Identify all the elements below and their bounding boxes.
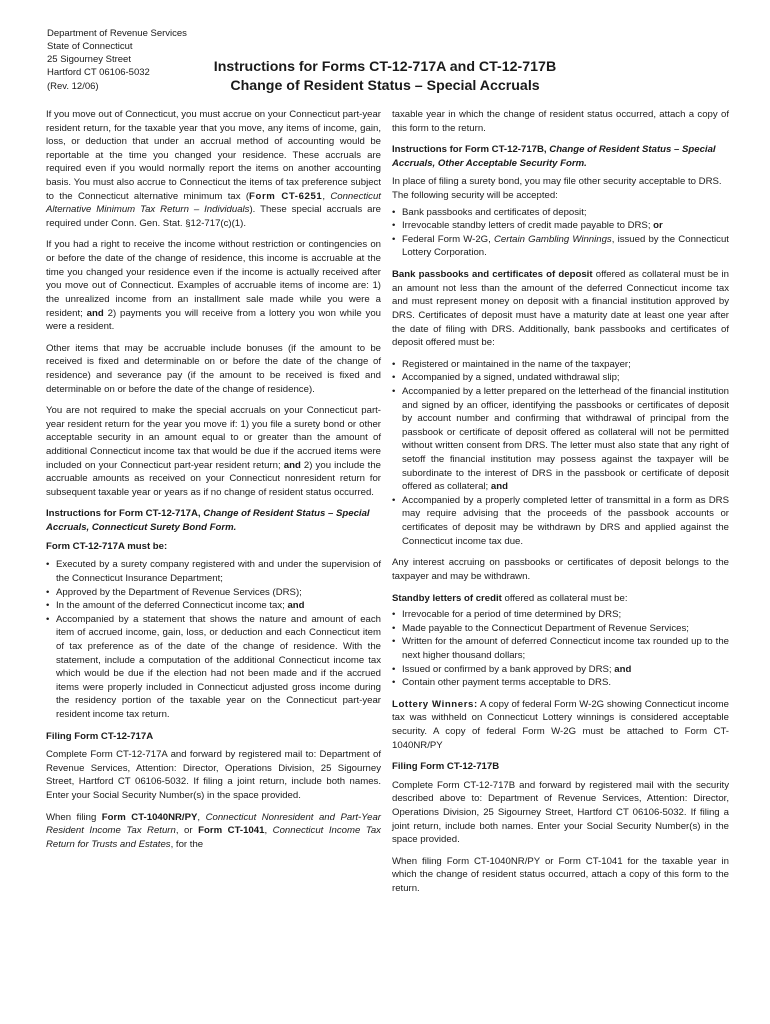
- document-subtitle: Change of Resident Status – Special Accruals: [230, 77, 540, 94]
- list-item: • Issued or confirmed by a bank approved by DRS; and: [392, 663, 729, 677]
- paragraph: Bank passbooks and certificates of deposit offered as collateral must be in an amount not less than the amount of the deferred Connecticut income tax and must represent money on deposit with a financial institution approved by DRS. Certificates of deposit must have a maturity date at least one year after the date of filing with DRS. Additionally, bank passbooks and certificates of deposit offered must be:: [392, 269, 729, 349]
- list-item: • Accompanied by a statement that shows the nature and amount of each item of accrued income, gain, loss, or deduction and each Connecticut item of tax preference as of the date of the change of residence. With the statement, include a computation of the additional Connecticut income tax which would be due if the election had not been made and if the accrued items were properly included in Connecticut adjusted gross income during the residency portion of the taxable year on the Connecticut part-year resident income tax return.: [46, 613, 381, 722]
- paragraph: Complete Form CT-12-717B and forward by registered mail with the security described above to: Department of Revenue Services, Attention: Director, Operations Division, 25 Sigourney Street, Hartford CT 06106-5032. If filing a joint return, include both names. Enter your Social Security Number(s) in the space provided.: [392, 779, 729, 846]
- paragraph: You are not required to make the special accruals on your Connecticut part-year resident return for the year you move if: 1) you file a surety bond or other acceptable security in an amount equal to or greater than the amount of additional Connecticut income tax that would be due if the accrued items were included on your Connecticut part-year resident return; and 2) you include the accruable amounts as received on your Connecticut nonresident return for subsequent taxable year or years as if no change of resident status occurred.: [46, 405, 381, 498]
- address-line: Hartford CT 06106-5032: [47, 67, 150, 79]
- letter-of-credit-list: [392, 608, 729, 690]
- paragraph: Standby letters of credit offered as collateral must be:: [392, 592, 628, 604]
- section-heading: Instructions for Form CT-12-717B, Change of Resident Status – Special Accruals, Other Acceptable Security Form.: [392, 144, 716, 169]
- list-item: • Irrevocable standby letters of credit made payable to DRS; or: [392, 219, 729, 233]
- security-list: [392, 206, 729, 260]
- list-item: • Approved by the Department of Revenue Services (DRS);: [46, 586, 381, 600]
- paragraph: If you move out of Connecticut, you must accrue on your Connecticut part-year resident return, for the taxable year that you move, any items of income, gain, loss, or deduction that under an accrual method of accounting would be reportable at the time you changed your residence. These accruals are required even if you would normally report the items on another accounting basis. You must also accrue to Connecticut the items of tax preference subject to the Connecticut alternative minimum tax (Form CT-6251, Connecticut Alternative Minimum Tax Return – Individuals). These special accruals are required under Conn. Gen. Stat. §12-717(c)(1).: [46, 109, 381, 229]
- address-line: 25 Sigourney Street: [47, 54, 131, 66]
- right-column: [392, 108, 729, 904]
- paragraph: Lottery Winners: A copy of federal Form W-2G showing Connecticut income tax was withheld on Connecticut Lottery winnings is considered acceptable security. A copy of federal Form W-2G must be attached to Form CT-1040NR/PY: [392, 698, 729, 751]
- requirements-list: [46, 558, 381, 721]
- section-heading: Instructions for Form CT-12-717A, Change of Resident Status – Special Accruals, Connecticut Surety Bond Form.: [46, 508, 370, 534]
- list-item: • Contain other payment terms acceptable to DRS.: [392, 676, 729, 690]
- paragraph: taxable year in which the change of resident status occurred, attach a copy of this form to the return.: [392, 109, 729, 134]
- revision-date: (Rev. 12/06): [47, 81, 99, 92]
- subheading: Form CT-12-717A must be:: [46, 540, 168, 552]
- list-item: • Accompanied by a letter prepared on the letterhead of the financial institution and signed by an officer, identifying the passbooks or certificates of deposit by account number and confirming that withdrawal of principal from the passbook or certificate of deposit offered as collateral will not be permitted without written consent from DRS. The letter must also state that any right of setoff the financial institution may possess against the taxpayer will be subordinate to the interest of DRS in the passbook or certificate of deposit offered as collateral; and: [392, 385, 729, 494]
- section-heading: Filing Form CT-12-717B: [392, 761, 500, 773]
- list-item: • Executed by a surety company registered with and under the supervision of the Connecticut Insurance Department;: [46, 558, 381, 585]
- paragraph: Complete Form CT-12-717A and forward by registered mail to: Department of Revenue Services, Attention: Director, Operations Division, 25 Sigourney Street, Hartford CT 06106-5032. If filing a joint return, include both names. Enter your Social Security Number(s) in the space provided.: [46, 749, 381, 802]
- document-title-block: [200, 58, 570, 95]
- list-item: • Accompanied by a properly completed letter of transmittal in a form as DRS may require advising that the proceeds of the passbook accounts or certificates of deposit may be withdrawn by DRS and applied against the Connecticut income tax due.: [392, 494, 729, 548]
- address-line: Department of Revenue Services: [47, 28, 187, 39]
- list-item: • In the amount of the deferred Connecticut income tax; and: [46, 599, 381, 613]
- list-item: • Registered or maintained in the name of the taxpayer;: [392, 358, 729, 372]
- left-column: [46, 108, 381, 859]
- paragraph: When filing Form CT-1040NR/PY or Form CT-1041 for the taxable year in which the change of resident status occurred, attach a copy of this form to the return.: [392, 855, 729, 895]
- list-item: • Bank passbooks and certificates of deposit;: [392, 206, 729, 220]
- section-heading: Filing Form CT-12-717A: [46, 730, 154, 742]
- passbook-requirements-list: [392, 358, 729, 549]
- address-line: State of Connecticut: [47, 41, 133, 53]
- list-item: • Made payable to the Connecticut Department of Revenue Services;: [392, 622, 729, 636]
- paragraph: In place of filing a surety bond, you may file other security acceptable to DRS. The following security will be accepted:: [392, 176, 722, 202]
- paragraph: Any interest accruing on passbooks or certificates of deposit belongs to the taxpayer and may be withdrawn.: [392, 557, 729, 582]
- paragraph: When filing Form CT-1040NR/PY, Connecticut Nonresident and Part-Year Resident Income Tax Return, or Form CT-1041, Connecticut Income Tax Return for Trusts and Estates, for the: [46, 811, 381, 850]
- paragraph: If you had a right to receive the income without restriction or contingencies on or before the date of the change of residence, this income is accruable at the time you changed your residence even if the income is actually received after you move out of Connecticut. Examples of accruable items of income are: 1) the unrealized income from an installment sale made while you were a resident; and 2) payments you will receive from a lottery you won while you were a resident.: [46, 239, 381, 333]
- list-item: • Irrevocable for a period of time determined by DRS;: [392, 608, 729, 622]
- document-title: Instructions for Forms CT-12-717A and CT-12-717B: [213, 59, 557, 75]
- list-item: • Written for the amount of deferred Connecticut income tax rounded up to the next higher thousand dollars;: [392, 635, 729, 662]
- agency-address: [47, 27, 187, 79]
- list-item: • Accompanied by a signed, undated withdrawal slip;: [392, 371, 729, 385]
- list-item: • Federal Form W-2G, Certain Gambling Winnings, issued by the Connecticut Lottery Corporation.: [392, 233, 729, 260]
- paragraph: Other items that may be accruable include bonuses (if the amount to be received is fixed and determinable on or before the date of the change of residence) and severance pay (if the amount to be received is fixed and determinable on or before the date of the change of residence).: [46, 342, 381, 395]
